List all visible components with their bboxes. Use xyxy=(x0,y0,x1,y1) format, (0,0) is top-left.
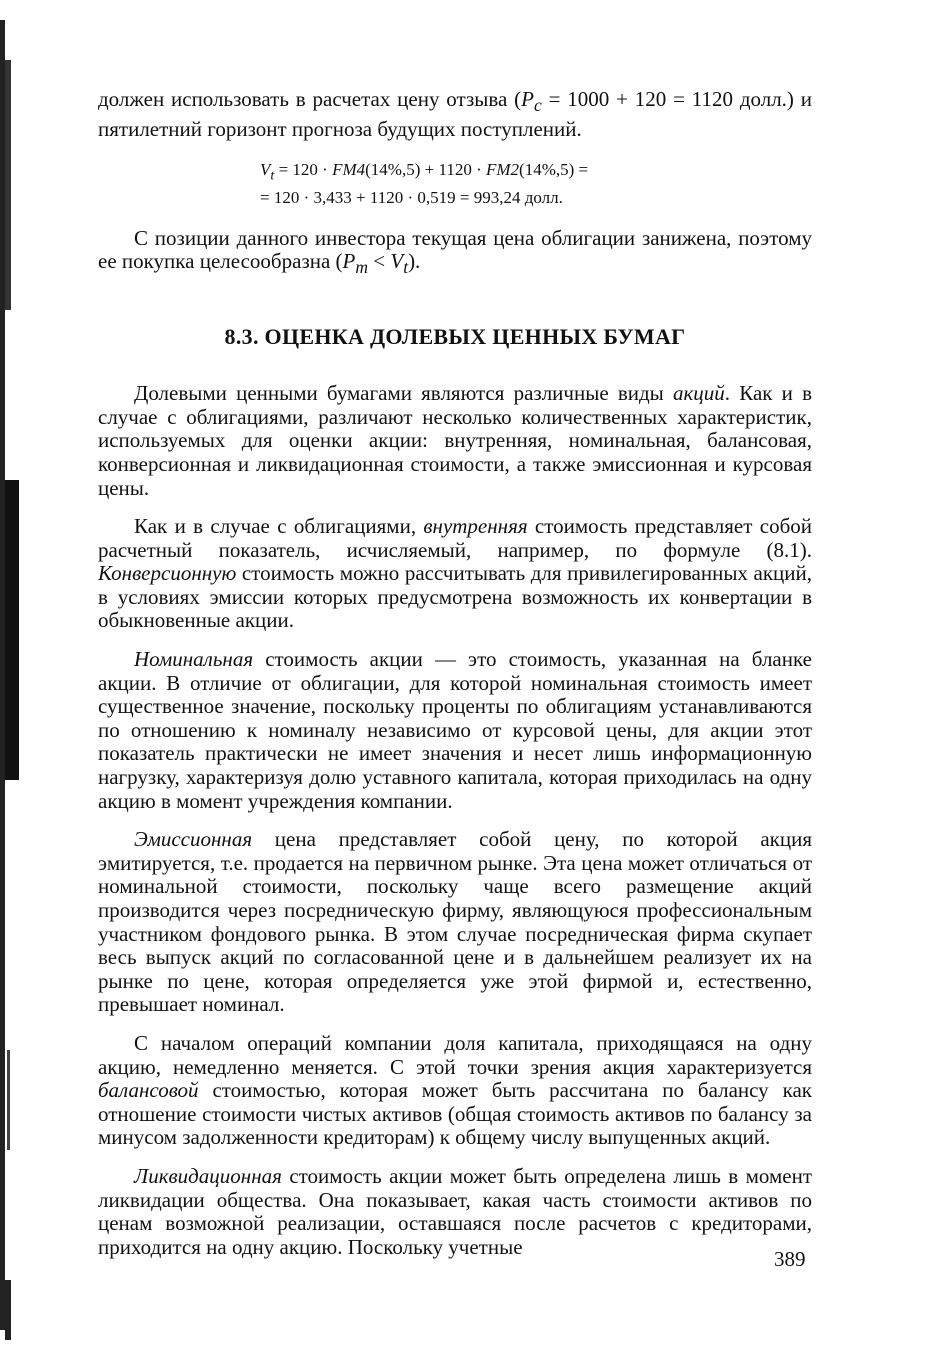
call-price-symbol: P xyxy=(521,87,534,111)
scan-binding-shadow xyxy=(0,0,22,1347)
value-formula xyxy=(260,159,812,208)
intro-text-cont: = 1000 + 120 = 1120 долл.) и пятилетний горизонт прогноза будущих поступлений. xyxy=(98,87,812,141)
paragraph-book-value: С началом операций компании доля капитала, приходящаяся на одну акцию, немедленно меняется. С этой точки зрения акция характеризуется балансовой стоимостью, которая может быть рассчитана по балансу как отношение стоимости чистых активов (общая стоимость активов по балансу за минусом задолженности кредиторам) к общему числу выпущенных акций. xyxy=(98,1030,812,1150)
conclusion-paragraph: С позиции данного инвестора текущая цена облигации занижена, поэтому ее покупка целесообразна $(P_m < V_t)$. xyxy=(98,225,812,278)
formula-line-1: $V_t = 120 \cdot FM4(14\%,5) + 1120 \cdot FM2(14\%,5)$ = xyxy=(260,160,589,184)
paragraph-intrinsic-value: Как и в случае с облигациями, внутренняя стоимость представляет собой расчетный показатель, исчисляемый, например, по формуле (8.1). Конверсионную стоимость можно рассчитывать для привилегированных акций, в условиях эмиссии которых предусмотрена возможность их конвертации в обыкновенные акции. xyxy=(98,514,812,633)
intro-text: должен использовать в расчетах цену отзыва ( xyxy=(98,87,522,111)
formula-line-2: = 120 · 3,433 + 1120 · 0,519 = 993,24 долл. xyxy=(260,187,563,207)
intro-paragraph xyxy=(98,88,812,141)
call-price-subscript: c xyxy=(533,95,542,116)
page-number: 389 xyxy=(774,1247,806,1271)
paragraph-liquidation-value: Ликвидационная стоимость акции может быть определена лишь в момент ликвидации общества. Она показывает, какая часть стоимости активов по ценам возможной реализации, оставшаяся после расчетов с кредиторами, приходится на одну акцию. Поскольку учетные xyxy=(98,1163,812,1259)
paragraph-nominal-value: Номинальная стоимость акции — это стоимость, указанная на бланке акции. В отличие от облигации, для которой номинальная стоимость имеет существенное значение, поскольку проценты по облигациям устанавливаются по отношению к номиналу независимо от курсовой цены, для акции этот показатель практически не имеет значения и несет лишь информационную нагрузку, характеризуя долю уставного капитала, которая приходилась на одну акцию в момент учреждения компании. xyxy=(98,647,812,813)
paragraph-issue-price: Эмиссионная цена представляет собой цену, по которой акция эмитируется, т.е. продается на первичном рынке. Эта цена может отличаться от номинальной стоимости, поскольку чаще всего размещение акций производится через посредническую фирму, являющуюся профессиональным участником фондового рынка. В этом случае посредническая фирма скупает весь выпуск акций по согласованной цене и в дальнейшем реализует их на рынке по цене, которая определяется уже этой фирмой и, естественно, превышает номинал. xyxy=(98,827,812,1017)
book-page xyxy=(98,88,812,1259)
section-heading: 8.3. ОЦЕНКА ДОЛЕВЫХ ЦЕННЫХ БУМАГ xyxy=(224,324,686,350)
paragraph-equity-types: Долевыми ценными бумагами являются различные виды акций. Как и в случае с облигациями, различают несколько количественных характеристик, используемых для оценки акции: внутренняя, номинальная, балансовая, конверсионная и ликвидационная стоимости, а также эмиссионная и курсовая цены. xyxy=(98,381,812,500)
